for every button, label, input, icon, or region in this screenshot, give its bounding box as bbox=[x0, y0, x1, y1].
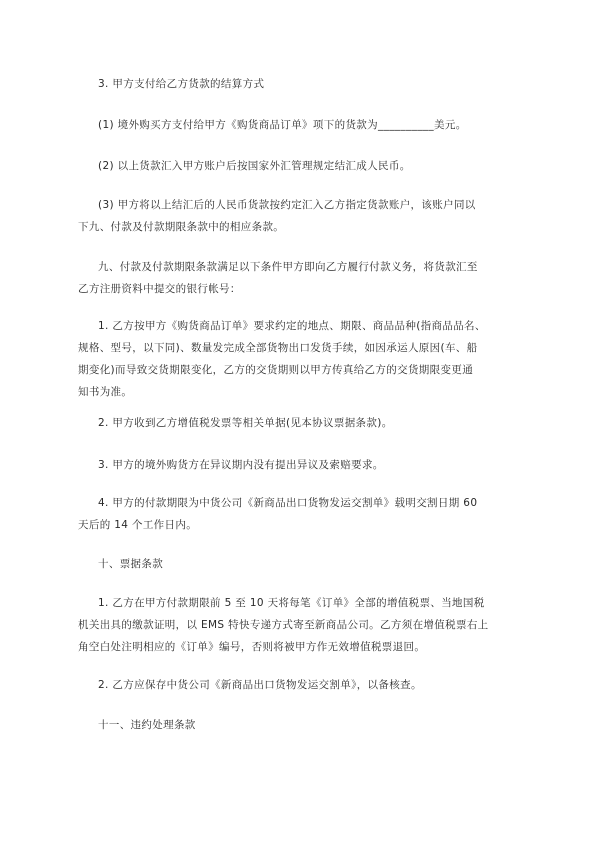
paragraph-line: 天后的 14 个工作日内。 bbox=[78, 519, 198, 531]
paragraph-line: (1) 境外购买方支付给甲方《购货商品订单》项下的货款为__________美元。 bbox=[98, 119, 467, 131]
paragraph-line: 角空白处注明相应的《订单》编号，否则将被甲方作无效增值税票退回。 bbox=[78, 641, 426, 653]
paragraph-line: 知书为准。 bbox=[78, 386, 133, 398]
paragraph-line: 九、付款及付款期限条款满足以下条件甲方即向乙方履行付款义务，将货款汇至 bbox=[98, 261, 478, 273]
payment-condition-4 bbox=[78, 492, 540, 536]
invoice-terms-section-heading bbox=[78, 553, 540, 575]
paragraph-line: 3. 甲方的境外购货方在异议期内没有提出异议及索赔要求。 bbox=[98, 459, 384, 471]
paragraph-line: 乙方注册资料中提交的银行帐号： bbox=[78, 283, 241, 295]
breach-handling-section-heading bbox=[78, 714, 540, 736]
paragraph-line: (3) 甲方将以上结汇后的人民币货款按约定汇入乙方指定货款账户，该账户同以 bbox=[98, 199, 476, 211]
paragraph-line: 规格、型号，以下同)、数量发完成全部货物出口发货手续，如因承运人原因(车、船 bbox=[78, 342, 478, 354]
invoice-clause-2 bbox=[78, 674, 540, 696]
paragraph-line: 2. 甲方收到乙方增值税发票等相关单据(见本协议票据条款)。 bbox=[98, 417, 393, 429]
paragraph-line: 4. 甲方的付款期限为中货公司《新商品出口货物发运交割单》载明交割日期 60 bbox=[98, 497, 478, 509]
payment-condition-3 bbox=[78, 454, 540, 476]
paragraph-line: 2. 乙方应保存中货公司《新商品出口货物发运交割单》，以备核查。 bbox=[98, 679, 422, 691]
paragraph-line: 机关出具的缴款证明，以 EMS 特快专递方式寄至新商品公司。乙方须在增值税票右上 bbox=[78, 619, 489, 631]
settlement-clause-1 bbox=[78, 114, 540, 136]
payment-terms-section-heading bbox=[78, 256, 540, 300]
paragraph-line: 十一、违约处理条款 bbox=[98, 719, 196, 731]
paragraph-line: 下九、付款及付款期限条款中的相应条款。 bbox=[78, 221, 285, 233]
settlement-clause-3 bbox=[78, 194, 540, 238]
invoice-clause-1 bbox=[78, 592, 540, 658]
settlement-method-heading bbox=[78, 73, 540, 95]
payment-condition-1 bbox=[78, 315, 540, 403]
paragraph-line: (2) 以上货款汇入甲方账户后按国家外汇管理规定结汇成人民币。 bbox=[98, 160, 411, 172]
paragraph-line: 1. 乙方按甲方《购货商品订单》要求约定的地点、期限、商品品种(指商品品名、 bbox=[98, 320, 486, 332]
paragraph-line: 十、票据条款 bbox=[98, 558, 164, 570]
payment-condition-2 bbox=[78, 412, 540, 434]
paragraph-line: 期变化)而导致交货期限变化，乙方的交货期则以甲方传真给乙方的交货期限变更通 bbox=[78, 364, 474, 376]
paragraph-line: 1. 乙方在甲方付款期限前 5 至 10 天将每笔《订单》全部的增值税票、当地国税 bbox=[98, 597, 485, 609]
settlement-clause-2 bbox=[78, 155, 540, 177]
paragraph-line: 3. 甲方支付给乙方货款的结算方式 bbox=[98, 78, 265, 90]
